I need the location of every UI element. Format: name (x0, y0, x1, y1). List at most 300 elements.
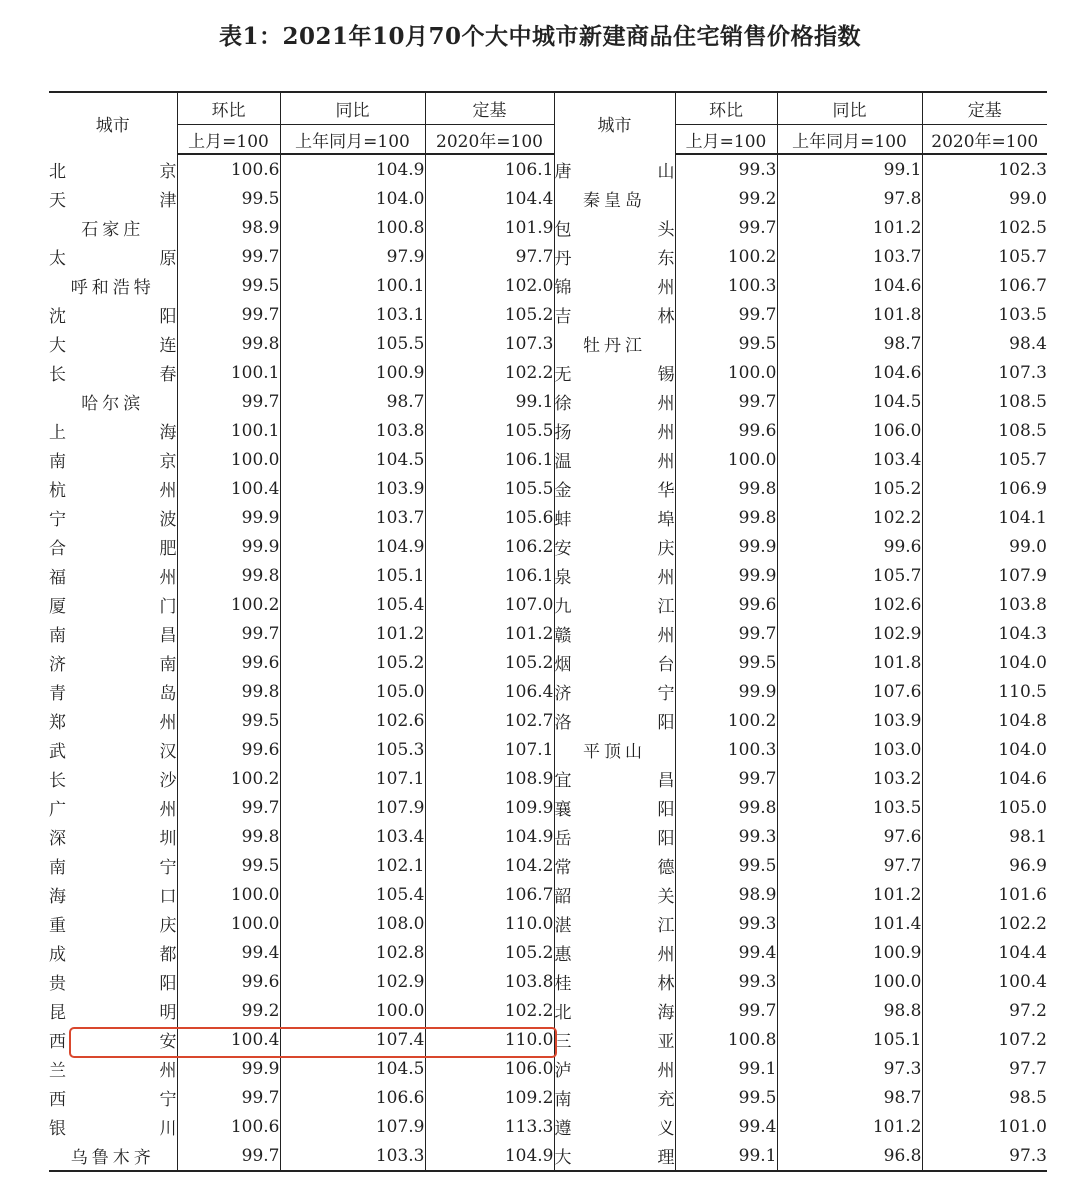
city-name-char: 津 (159, 191, 177, 211)
base-value: 107.0 (425, 590, 554, 619)
base-value: 108.5 (998, 391, 1047, 412)
city-name-char: 三 (554, 1032, 572, 1052)
mom-value: 100.3 (675, 735, 777, 764)
city-name-char: 亚 (657, 1032, 675, 1052)
city-name-char: 京 (159, 452, 177, 472)
mom-value: 99.7 (177, 1083, 280, 1112)
city-cell (554, 851, 675, 880)
city-name-char: 林 (657, 307, 675, 327)
city-cell (49, 648, 177, 677)
table-row (49, 1054, 1047, 1083)
table-row (49, 416, 1047, 445)
city-name-char: 阳 (657, 713, 675, 733)
city-name-char: 赣 (554, 626, 572, 646)
city-cell (49, 561, 177, 590)
city-name-char: 兰 (49, 1061, 66, 1081)
city-name-char: 太 (49, 249, 66, 269)
city-name-char: 州 (159, 1061, 177, 1081)
mom-value: 99.7 (177, 1141, 280, 1171)
city-cell (554, 184, 675, 213)
yoy-value: 105.3 (280, 735, 425, 764)
yoy-value: 100.9 (777, 938, 922, 967)
yoy-value: 98.7 (777, 1083, 922, 1112)
city-name-char: 州 (159, 713, 177, 733)
city-name-char: 岛 (159, 684, 177, 704)
city-name-char: 郑 (49, 713, 66, 733)
yoy-value: 106.6 (280, 1083, 425, 1112)
base-value: 102.2 (425, 358, 554, 387)
yoy-value: 98.7 (280, 387, 425, 416)
city-name-char: 银 (49, 1119, 66, 1139)
yoy-value: 104.6 (777, 358, 922, 387)
mom-value: 99.5 (675, 851, 777, 880)
city-name-char: 韶 (554, 887, 572, 907)
table-row (49, 184, 1047, 213)
base-value: 97.2 (1009, 1000, 1047, 1021)
city-name-char: 阳 (159, 307, 177, 327)
base-value: 99.0 (1009, 188, 1047, 209)
mom-value: 99.5 (675, 329, 777, 358)
yoy-value: 104.0 (280, 184, 425, 213)
city-cell (49, 793, 177, 822)
city-name-char: 宁 (159, 1090, 177, 1110)
city-name: 哈尔滨 (81, 394, 145, 414)
yoy-value: 101.8 (777, 300, 922, 329)
table-row (49, 242, 1047, 271)
city-cell (554, 387, 675, 416)
city-cell (49, 184, 177, 213)
city-name-char: 东 (657, 249, 675, 269)
base-value: 106.7 (998, 275, 1047, 296)
city-name-char: 长 (49, 365, 66, 385)
mom-value: 99.7 (675, 300, 777, 329)
mom-value: 99.9 (675, 561, 777, 590)
mom-value: 100.6 (177, 1112, 280, 1141)
yoy-value: 104.5 (280, 1054, 425, 1083)
city-name-char: 北 (49, 161, 66, 182)
mom-value: 99.5 (177, 851, 280, 880)
mom-value: 99.7 (177, 242, 280, 271)
base-value: 105.2 (425, 648, 554, 677)
city-name-char: 蚌 (554, 510, 572, 530)
header-base-sub-right: 2020年=100 (922, 125, 1047, 155)
base-value: 104.4 (425, 184, 554, 213)
yoy-value: 99.6 (777, 532, 922, 561)
city-name-char: 宜 (554, 771, 572, 791)
mom-value: 99.6 (675, 590, 777, 619)
city-name-char: 锡 (657, 365, 675, 385)
table-row (49, 764, 1047, 793)
city-name-char: 九 (554, 597, 572, 617)
city-name-char: 原 (159, 249, 177, 269)
header-yoy-right: 同比 (777, 92, 922, 125)
city-name-char: 京 (159, 161, 177, 182)
city-cell (49, 967, 177, 996)
base-value: 104.6 (998, 768, 1047, 789)
city-name-char: 波 (159, 510, 177, 530)
city-name-char: 烟 (554, 655, 572, 675)
yoy-value: 106.0 (777, 416, 922, 445)
city-cell (49, 1141, 177, 1171)
base-value: 110.0 (425, 1025, 554, 1054)
city-name-char: 州 (657, 568, 675, 588)
city-name-char: 深 (49, 829, 66, 849)
yoy-value: 103.2 (777, 764, 922, 793)
mom-value: 100.0 (177, 909, 280, 938)
mom-value: 99.9 (177, 503, 280, 532)
mom-value: 99.9 (675, 532, 777, 561)
yoy-value: 105.5 (280, 329, 425, 358)
city-name-char: 林 (657, 974, 675, 994)
base-value: 106.7 (425, 880, 554, 909)
city-cell (49, 242, 177, 271)
city-cell (554, 1054, 675, 1083)
yoy-value: 104.5 (280, 445, 425, 474)
city-name-char: 西 (49, 1090, 66, 1110)
city-cell (49, 996, 177, 1025)
city-name-char: 义 (657, 1119, 675, 1139)
base-value: 103.5 (998, 304, 1047, 325)
city-cell (554, 561, 675, 590)
city-name-char: 长 (49, 771, 66, 791)
table-row (49, 387, 1047, 416)
yoy-value: 104.9 (280, 154, 425, 184)
base-value: 98.4 (1009, 333, 1047, 354)
city-name-char: 西 (49, 1032, 66, 1052)
yoy-value: 107.4 (280, 1025, 425, 1054)
city-name-char: 无 (554, 365, 572, 385)
base-value: 105.7 (998, 246, 1047, 267)
city-name-char: 汉 (159, 742, 177, 762)
city-name-char: 充 (657, 1090, 675, 1110)
city-name-char: 头 (657, 220, 675, 240)
city-name-char: 福 (49, 568, 66, 588)
table-row (49, 967, 1047, 996)
yoy-value: 100.0 (777, 967, 922, 996)
base-value: 107.2 (998, 1029, 1047, 1050)
base-value: 106.0 (425, 1054, 554, 1083)
base-value: 106.2 (425, 532, 554, 561)
mom-value: 99.7 (177, 793, 280, 822)
table-row (49, 706, 1047, 735)
base-value: 107.3 (425, 329, 554, 358)
city-name-char: 青 (49, 684, 66, 704)
table-row (49, 735, 1047, 764)
city-cell (49, 735, 177, 764)
mom-value: 99.9 (177, 1054, 280, 1083)
mom-value: 99.6 (177, 735, 280, 764)
mom-value: 99.8 (177, 677, 280, 706)
header-mom-left: 环比 (177, 92, 280, 125)
city-cell (554, 909, 675, 938)
city-name-char: 口 (159, 887, 177, 907)
city-name: 秦皇岛 (583, 191, 646, 211)
city-name-char: 州 (657, 945, 675, 965)
city-cell (554, 822, 675, 851)
city-name-char: 州 (657, 394, 675, 414)
city-cell (554, 677, 675, 706)
mom-value: 100.6 (177, 154, 280, 184)
city-cell (554, 358, 675, 387)
base-value: 102.5 (998, 217, 1047, 238)
city-name-char: 州 (657, 423, 675, 443)
yoy-value: 101.2 (280, 619, 425, 648)
city-name-char: 吉 (554, 307, 572, 327)
mom-value: 99.3 (675, 154, 777, 184)
city-cell (49, 416, 177, 445)
mom-value: 99.2 (675, 184, 777, 213)
city-name-char: 南 (554, 1090, 572, 1110)
mom-value: 99.7 (177, 387, 280, 416)
table-row (49, 1025, 1047, 1054)
yoy-value: 102.8 (280, 938, 425, 967)
table-row (49, 793, 1047, 822)
base-value: 97.7 (425, 242, 554, 271)
mom-value: 99.7 (675, 213, 777, 242)
mom-value: 99.6 (177, 648, 280, 677)
city-cell (554, 532, 675, 561)
city-cell (49, 503, 177, 532)
city-name-char: 海 (159, 423, 177, 443)
mom-value: 99.5 (675, 1083, 777, 1112)
base-value: 97.7 (1009, 1058, 1047, 1079)
city-name-char: 都 (159, 945, 177, 965)
base-value: 98.1 (1009, 826, 1047, 847)
city-cell (49, 154, 177, 184)
city-cell (554, 271, 675, 300)
mom-value: 99.1 (675, 1141, 777, 1171)
city-cell (49, 532, 177, 561)
table-row (49, 1112, 1047, 1141)
city-cell (49, 880, 177, 909)
base-value: 104.3 (998, 623, 1047, 644)
city-name-char: 温 (554, 452, 572, 472)
yoy-value: 103.0 (777, 735, 922, 764)
city-name-char: 埠 (657, 510, 675, 530)
base-value: 105.6 (425, 503, 554, 532)
city-name-char: 丹 (554, 249, 572, 269)
base-value: 102.7 (425, 706, 554, 735)
city-cell (49, 1112, 177, 1141)
table-row (49, 851, 1047, 880)
city-name-char: 川 (159, 1119, 177, 1139)
base-value: 102.3 (998, 159, 1047, 180)
city-cell (49, 619, 177, 648)
city-name-char: 南 (49, 626, 66, 646)
mom-value: 99.2 (177, 996, 280, 1025)
table-row (49, 996, 1047, 1025)
header-city-left: 城市 (49, 92, 177, 154)
city-name-char: 肥 (159, 539, 177, 559)
city-name-char: 关 (657, 887, 675, 907)
city-name-char: 州 (159, 800, 177, 820)
yoy-value: 101.2 (777, 213, 922, 242)
base-value: 109.9 (425, 793, 554, 822)
city-name-char: 湛 (554, 916, 572, 936)
base-value: 97.3 (922, 1141, 1047, 1171)
city-name-char: 泉 (554, 568, 572, 588)
base-value: 104.4 (998, 942, 1047, 963)
city-cell (554, 1141, 675, 1171)
city-cell (49, 764, 177, 793)
city-cell (49, 1083, 177, 1112)
yoy-value: 97.9 (280, 242, 425, 271)
city-cell (49, 938, 177, 967)
yoy-value: 98.8 (777, 996, 922, 1025)
city-name-char: 宁 (657, 684, 675, 704)
header-yoy-sub-right: 上年同月=100 (777, 125, 922, 155)
yoy-value: 103.4 (777, 445, 922, 474)
city-name-char: 惠 (554, 945, 572, 965)
base-value: 101.2 (425, 619, 554, 648)
city-name-char: 岳 (554, 829, 572, 849)
mom-value: 99.4 (177, 938, 280, 967)
mom-value: 99.7 (675, 996, 777, 1025)
city-name-char: 沈 (49, 307, 66, 327)
city-name-char: 金 (554, 481, 572, 501)
city-cell (49, 213, 177, 242)
table-row (49, 1141, 1047, 1171)
city-name-char: 州 (159, 481, 177, 501)
city-cell (49, 706, 177, 735)
city-name-char: 江 (657, 916, 675, 936)
base-value: 104.9 (425, 1141, 554, 1171)
city-name-char: 常 (554, 858, 572, 878)
base-value: 101.6 (998, 884, 1047, 905)
yoy-value: 105.0 (280, 677, 425, 706)
city-name-char: 杭 (49, 481, 66, 501)
city-cell (49, 271, 177, 300)
mom-value: 99.4 (675, 938, 777, 967)
city-name-char: 安 (159, 1032, 177, 1052)
city-name-char: 州 (657, 1061, 675, 1081)
mom-value: 98.9 (675, 880, 777, 909)
city-name: 石家庄 (81, 220, 145, 240)
mom-value: 99.5 (675, 648, 777, 677)
city-cell (49, 822, 177, 851)
header-base-left: 定基 (425, 92, 554, 125)
city-name-char: 洛 (554, 713, 572, 733)
city-name-char: 厦 (49, 597, 66, 617)
header-city-right: 城市 (554, 92, 675, 154)
yoy-value: 101.8 (777, 648, 922, 677)
city-name-char: 锦 (554, 278, 572, 298)
mom-value: 99.7 (675, 764, 777, 793)
mom-value: 99.8 (177, 822, 280, 851)
yoy-value: 103.5 (777, 793, 922, 822)
yoy-value: 107.1 (280, 764, 425, 793)
table-row (49, 154, 1047, 184)
base-value: 101.0 (998, 1116, 1047, 1137)
yoy-value: 99.1 (777, 154, 922, 184)
mom-value: 100.1 (177, 358, 280, 387)
table-row (49, 909, 1047, 938)
city-name-char: 宁 (49, 510, 66, 530)
city-name-char: 宁 (159, 858, 177, 878)
yoy-value: 101.2 (777, 880, 922, 909)
city-cell (554, 445, 675, 474)
base-value: 107.1 (425, 735, 554, 764)
city-name-char: 州 (657, 452, 675, 472)
table-row (49, 561, 1047, 590)
city-name-char: 唐 (554, 161, 572, 182)
mom-value: 100.2 (675, 242, 777, 271)
city-name-char: 包 (554, 220, 572, 240)
city-cell (554, 793, 675, 822)
header-mom-sub-left: 上月=100 (177, 125, 280, 155)
city-name-char: 州 (657, 278, 675, 298)
city-cell (554, 764, 675, 793)
yoy-value: 101.2 (777, 1112, 922, 1141)
city-cell (554, 706, 675, 735)
city-cell (554, 996, 675, 1025)
table-row (49, 532, 1047, 561)
city-cell (554, 590, 675, 619)
city-name-char: 遵 (554, 1119, 572, 1139)
mom-value: 100.2 (177, 764, 280, 793)
base-value: 106.1 (425, 445, 554, 474)
city-name-char: 江 (657, 597, 675, 617)
city-name-char: 徐 (554, 394, 572, 414)
mom-value: 99.8 (675, 793, 777, 822)
city-name-char: 连 (159, 336, 177, 356)
base-value: 102.2 (425, 996, 554, 1025)
mom-value: 99.4 (675, 1112, 777, 1141)
header-base-right: 定基 (922, 92, 1047, 125)
city-name-char: 安 (554, 539, 572, 559)
city-cell (49, 329, 177, 358)
city-cell (49, 590, 177, 619)
city-cell (554, 329, 675, 358)
base-value: 107.3 (998, 362, 1047, 383)
table-row (49, 1083, 1047, 1112)
city-name-char: 济 (49, 655, 66, 675)
city-cell (554, 1083, 675, 1112)
yoy-value: 97.8 (777, 184, 922, 213)
yoy-value: 105.2 (280, 648, 425, 677)
table-row (49, 329, 1047, 358)
mom-value: 100.0 (675, 358, 777, 387)
city-cell (49, 1025, 177, 1054)
mom-value: 99.8 (675, 474, 777, 503)
base-value: 107.9 (998, 565, 1047, 586)
city-cell (554, 648, 675, 677)
yoy-value: 103.4 (280, 822, 425, 851)
yoy-value: 96.8 (777, 1141, 922, 1171)
city-name-char: 南 (49, 858, 66, 878)
yoy-value: 102.6 (777, 590, 922, 619)
mom-value: 99.8 (177, 329, 280, 358)
city-name-char: 扬 (554, 423, 572, 443)
base-value: 99.0 (1009, 536, 1047, 557)
base-value: 108.5 (998, 420, 1047, 441)
city-name-char: 贵 (49, 974, 66, 994)
city-name-char: 天 (49, 191, 66, 211)
yoy-value: 108.0 (280, 909, 425, 938)
city-cell (49, 474, 177, 503)
city-cell (49, 851, 177, 880)
mom-value: 99.5 (177, 271, 280, 300)
yoy-value: 105.1 (777, 1025, 922, 1054)
city-name-char: 圳 (159, 829, 177, 849)
city-name: 呼和浩特 (70, 278, 155, 298)
yoy-value: 104.6 (777, 271, 922, 300)
yoy-value: 103.1 (280, 300, 425, 329)
base-value: 105.5 (425, 474, 554, 503)
mom-value: 100.1 (177, 416, 280, 445)
header-mom-sub-right: 上月=100 (675, 125, 777, 155)
city-cell (554, 154, 675, 184)
